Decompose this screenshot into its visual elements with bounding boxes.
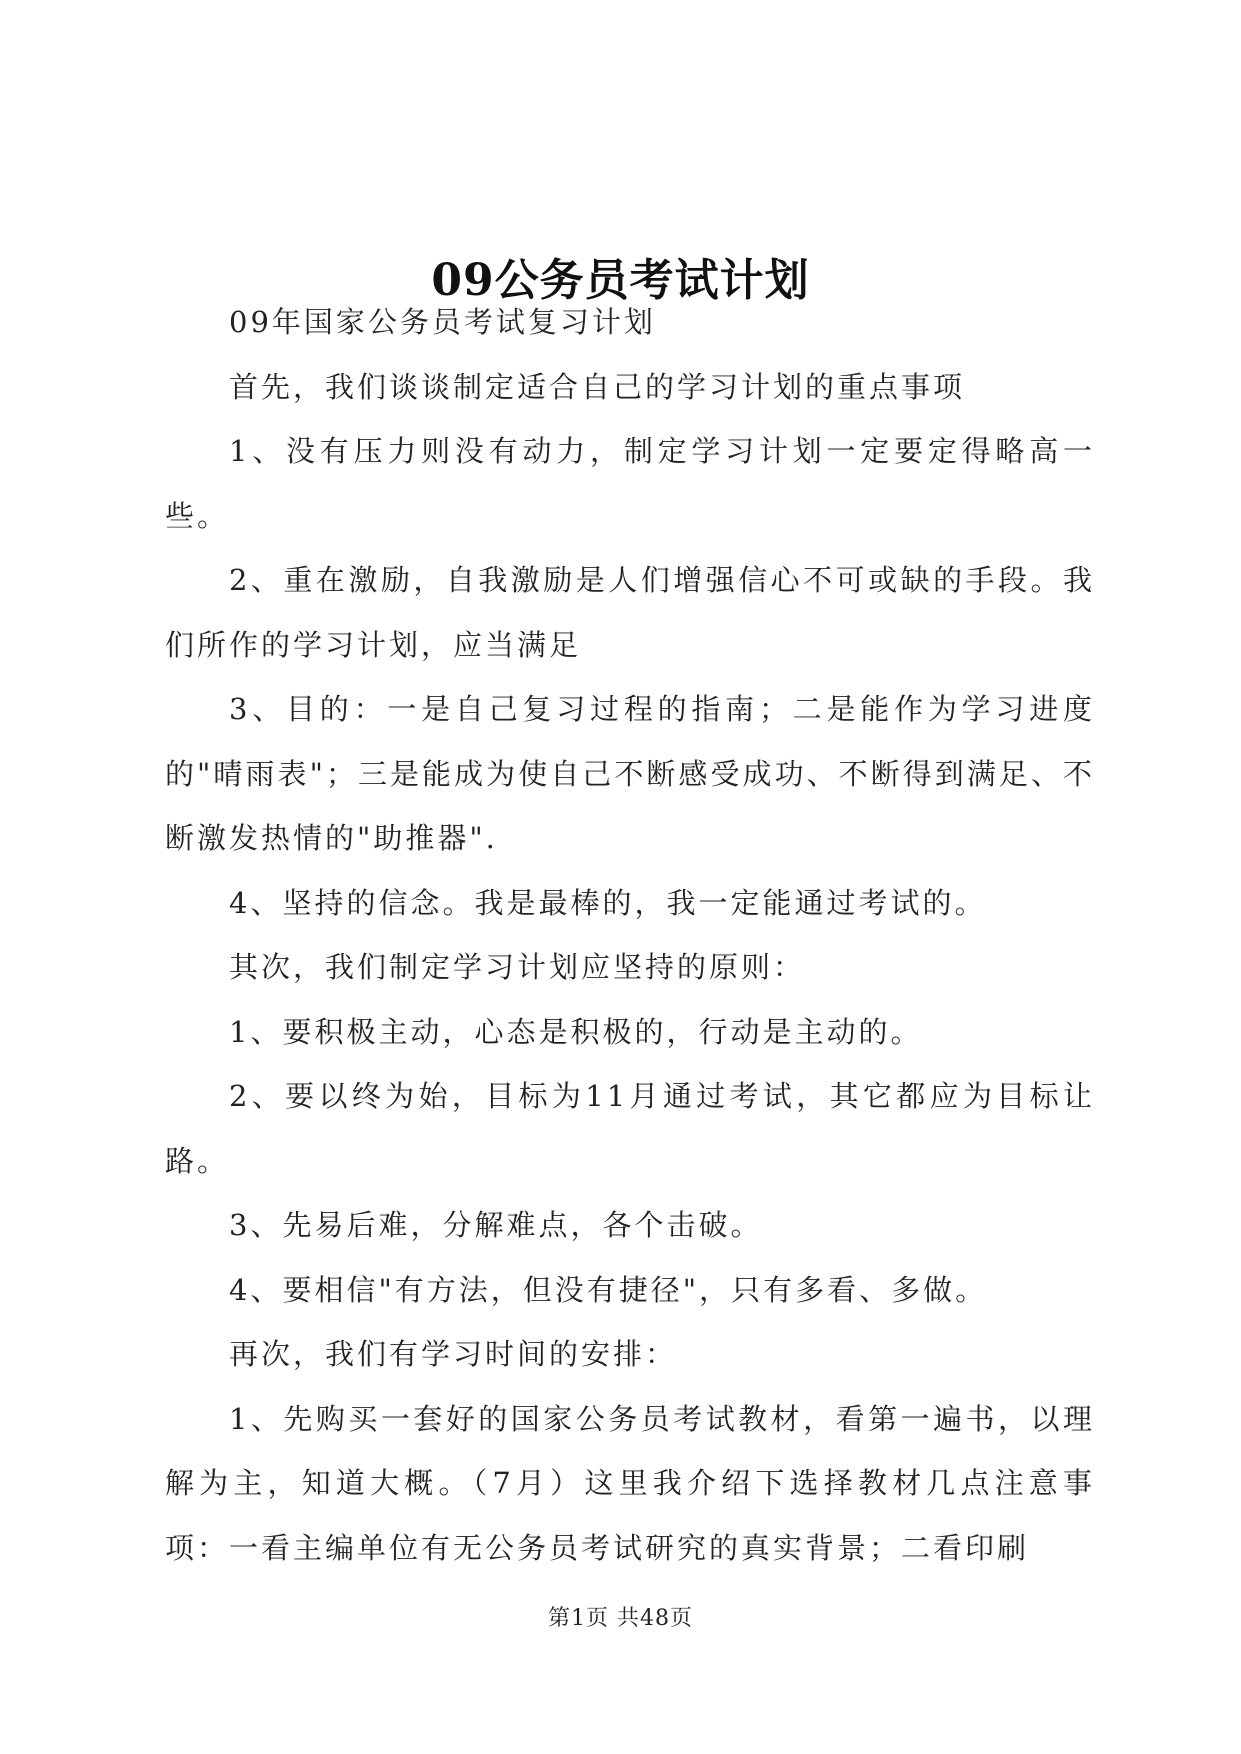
paragraph: 其次，我们制定学习计划应坚持的原则： bbox=[229, 950, 806, 984]
paragraph: 2、重在激励，自我激励是人们增强信心不可或缺的手段。我们所作的学习计划，应当满足 bbox=[165, 563, 1095, 662]
paragraph: 1、先购买一套好的国家公务员考试教材，看第一遍书，以理解为主，知道大概。（7月）这里我介绍下选择教材几点注意事项：一看主编单位有无公务员考试研究的真实背景；二看印刷 bbox=[165, 1401, 1095, 1565]
paragraph: 再次，我们有学习时间的安排： bbox=[229, 1337, 678, 1371]
paragraph: 3、先易后难，分解难点，各个击破。 bbox=[229, 1208, 763, 1242]
paragraph: 3、目的：一是自己复习过程的指南；二是能作为学习进度的"晴雨表"；三是能成为使自己不断感受成功、不断得到满足、不断激发热情的"助推器". bbox=[165, 692, 1095, 855]
paragraph: 首先，我们谈谈制定适合自己的学习计划的重点事项 bbox=[229, 369, 966, 404]
paragraph: 2、要以终为始，目标为11月通过考试，其它都应为目标让路。 bbox=[165, 1079, 1095, 1178]
paragraph: 4、坚持的信念。我是最棒的，我一定能通过考试的。 bbox=[229, 885, 987, 920]
paragraph: 1、没有压力则没有动力，制定学习计划一定要定得略高一些。 bbox=[165, 434, 1095, 533]
page-number-footer: 第1页 共48页 bbox=[548, 1606, 693, 1631]
paragraph: 4、要相信"有方法，但没有捷径"，只有多看、多做。 bbox=[229, 1272, 988, 1307]
paragraph: 09年国家公务员考试复习计划 bbox=[229, 305, 656, 339]
paragraph: 1、要积极主动，心态是积极的，行动是主动的。 bbox=[229, 1014, 923, 1049]
document-title: 09公务员考试计划 bbox=[431, 255, 810, 307]
document-body bbox=[165, 290, 1095, 1580]
